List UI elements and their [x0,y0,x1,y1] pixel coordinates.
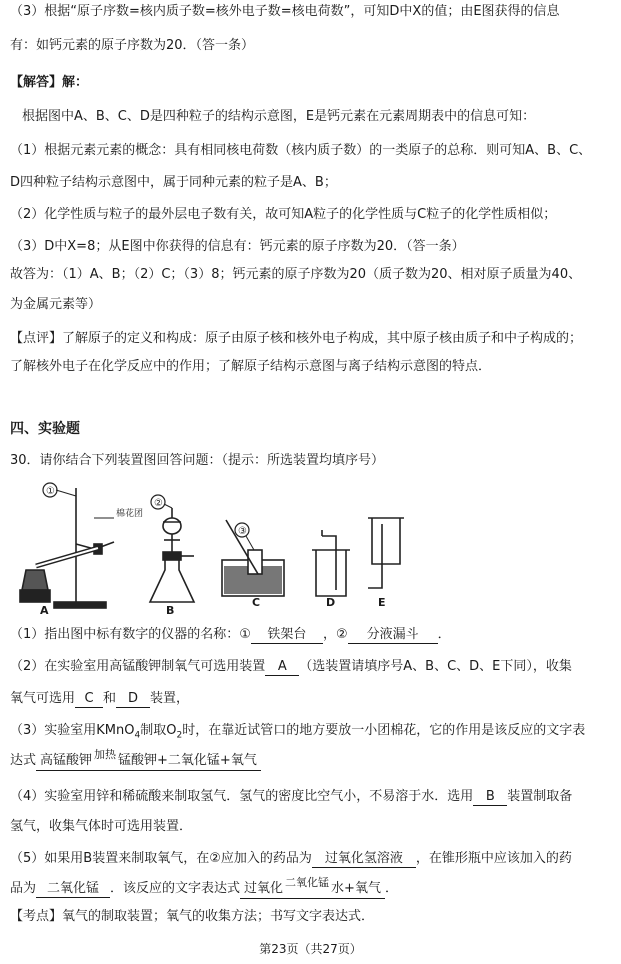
q30-5-prompt: （5）如果用B装置来制取氧气，在②应加入的药品为 [10,851,312,866]
answer-2: （2）化学性质与粒子的最外层电子数有关，故可知A粒子的化学性质与C粒子的化学性质相似； [10,207,557,222]
answer-device-c: C [75,690,103,708]
label-d: D [326,596,336,609]
q30-2-prompt: （2）在实验室用高锰酸钾制氧气可选用装置 [10,659,266,674]
q30-2-end: 装置， [150,691,190,706]
apparatus-e [368,518,404,588]
q30-3-text-a: （3）实验室用KMnO [10,723,135,738]
apparatus-a [20,488,114,608]
comment-line2: 了解核外电子在化学反应中的作用；了解原子结构示意图与离子结构示意图的特点． [10,359,492,374]
q30-5-line2 [10,876,613,899]
final-answer-line1: 故答为：（1）A、B；（2）C；（3）8；钙元素的原子序数为20（质子数为20、相对原子质量为40、 [10,267,582,282]
answer-equation-h2o2 [240,876,385,899]
eq2-condition: 二氧化锰 [285,876,330,889]
cotton-label: 棉花团 [116,509,144,519]
eq2-products: 水+氧气 [331,881,381,896]
q30-3-line2-prompt: 达式 [10,753,37,768]
kaodian: 【考点】氧气的制取装置；氧气的收集方法；书写文字表达式． [10,909,375,924]
q30-2-line2 [10,690,613,708]
answer-1-line1: （1）根据元素元素的概念：具有相同核电荷数（核内质子数）的一类原子的总称．则可知A、B、C、 [10,143,592,158]
q30-4-prompt: （4）实验室用锌和稀硫酸来制取氢气．氢气的密度比空气小，不易溶于水．选用 [10,789,474,804]
apparatus-figure [14,478,410,618]
answer-device-d: D [116,690,150,708]
q30-5-line2-prompt: 品为 [10,881,37,896]
subscript-2: 2 [176,730,183,741]
q30-1-end: ． [437,627,451,642]
q30-4-line2: 氢气，收集气体时可选用装置． [10,819,193,834]
answer-3: （3）D中X=8；从E图中你获得的信息有：钙元素的原子序数为20．（答一条） [10,239,465,254]
answer-device-b: B [473,788,507,806]
q3-text-line1: （3）根据“原子序数=核内质子数=核外电子数=核电荷数”，可知D中X的值；由E图获得的信息 [10,4,560,19]
answer-equation-kmno4 [36,748,261,771]
label-e: E [378,596,386,609]
q30-2-line1 [10,658,613,676]
q30-2-mid: （选装置请填序号A、B、C、D、E下同），收集 [299,659,572,674]
q30-5-line2-mid: ．该反应的文字表达式 [110,881,241,896]
q3-text-line2: 有：如钙元素的原子序数为20．（答一条） [10,38,255,53]
subscript-4: 4 [134,730,141,741]
label-b: B [166,604,175,617]
answer-iron-stand: 铁架台 [251,626,323,644]
eq1-reactant: 高锰酸钾 [40,753,93,768]
q30-3-line1 [10,722,613,745]
answer-1-line2: D四种粒子结构示意图中，属于同种元素的粒子是A、B； [10,175,337,190]
apparatus-c [222,520,284,596]
answer-heading: 【解答】解： [10,75,89,90]
q30-2-and: 和 [103,691,117,706]
q30-3-line2 [10,748,613,771]
eq1-products: 锰酸钾+二氧化锰+氧气 [118,753,257,768]
marker-3: ③ [238,526,247,537]
label-c: C [252,596,261,609]
eq1-condition: 加热 [94,748,117,761]
page-footer: 第23页（共27页） [259,942,362,956]
section-title: 四、实验题 [10,421,80,437]
answer-device-a: A [265,658,299,676]
answer-intro: 根据图中A、B、C、D是四种粒子的结构示意图，E是钙元素在元素周期表中的信息可知： [22,109,536,124]
q30-4-line1 [10,788,613,806]
q30-5-end: ． [384,881,398,896]
q30-1 [10,626,613,644]
q30-1-sep: ，② [322,627,348,642]
answer-separating-funnel: 分液漏斗 [348,626,438,644]
label-a: A [40,604,49,617]
comment-line1: 【点评】了解原子的定义和构成：原子由原子核和核外电子构成，其中原子核由质子和中子构成的； [10,331,583,346]
q30-stem: 30．请你结合下列装置图回答问题：（提示：所选装置均填序号） [10,453,385,468]
q30-3-text-c: 时，在靠近试管口的地方要放一小团棉花，它的作用是该反应的文字表 [182,723,586,738]
marker-2: ② [154,498,163,509]
answer-manganese-dioxide: 二氧化锰 [36,880,110,898]
q30-1-prompt: （1）指出图中标有数字的仪器的名称：① [10,627,251,642]
marker-1: ① [46,486,55,497]
q30-3-text-b: 制取O [140,723,177,738]
final-answer-line2: 为金属元素等） [10,297,102,312]
eq2-reactant: 过氧化 [244,881,284,896]
q30-5-mid: ，在锥形瓶中应该加入的药 [415,851,572,866]
answer-hydrogen-peroxide: 过氧化氢溶液 [312,850,416,868]
apparatus-d [312,530,350,596]
q30-5-line1 [10,850,613,868]
q30-4-end: 装置制取备 [507,789,573,804]
q30-2-line2-prompt: 氧气可选用 [10,691,76,706]
apparatus-b [150,508,194,602]
